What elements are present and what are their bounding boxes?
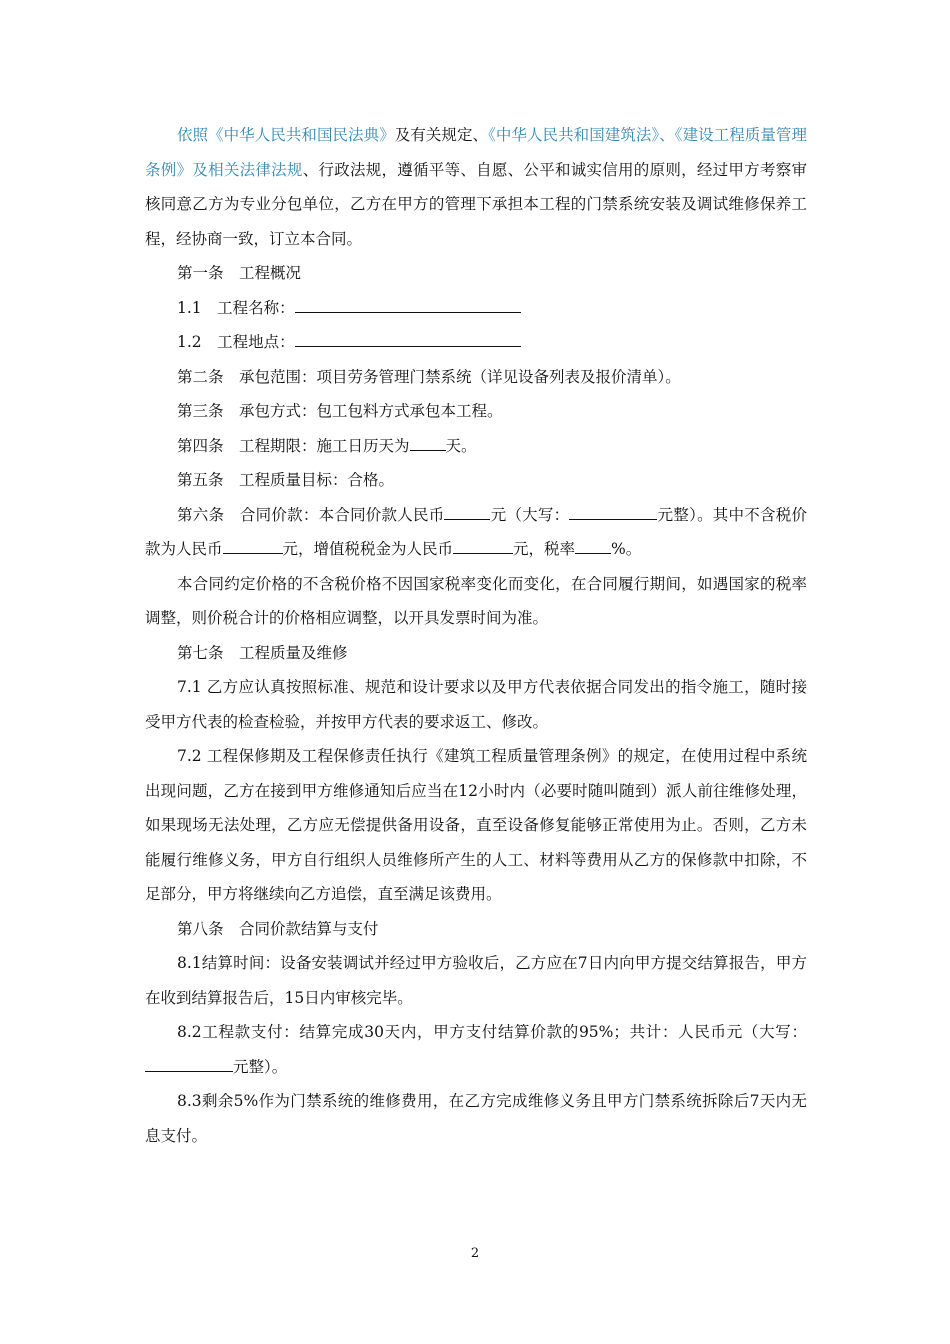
- article-6-text-5: 元，税率: [513, 540, 576, 558]
- contract-body: [145, 118, 807, 1153]
- contract-price-words-blank[interactable]: [569, 501, 657, 520]
- intro-paragraph: [145, 118, 807, 256]
- article-6-text-4: 元，增值税税金为人民币: [282, 540, 454, 558]
- intro-text-1: 及有关规定、: [394, 126, 489, 144]
- project-site-label: 1.2 工程地点：: [177, 333, 295, 351]
- article-8-title: 第八条 合同价款结算与支付: [177, 919, 379, 938]
- contract-price-blank[interactable]: [444, 501, 490, 520]
- article-6-text-3: 元整）。其中不含税价款为人民币: [145, 505, 807, 558]
- intro-text-2: 、行政法规，遵循平等、自愿、公平和诚实信用的原则，经过甲方考察审核同意乙方为专业分包单位，乙方在甲方的管理下承担本工程的门禁系统安装及调试维修保养工程，经协商一致，订立本合同。: [145, 160, 807, 248]
- article-8-2: [145, 1015, 807, 1084]
- article-3: 第三条 承包方式：包工包料方式承包本工程。: [177, 402, 503, 420]
- article-8-1: 8.1结算时间：设备安装调试并经过甲方验收后，乙方应在7日内向甲方提交结算报告，甲方在收到结算报告后，15日内审核完毕。: [145, 954, 807, 1007]
- tax-rate-blank[interactable]: [575, 535, 611, 554]
- project-site-blank[interactable]: [295, 328, 521, 347]
- article-7-title: 第七条 工程质量及维修: [177, 643, 348, 662]
- article-2: 第二条 承包范围：项目劳务管理门禁系统（详见设备列表及报价清单）。: [177, 367, 681, 386]
- article-8-2-suffix: 元整）。: [233, 1057, 288, 1076]
- article-8-3: 8.3剩余5%作为门禁系统的维修费用，在乙方完成维修义务且甲方门禁系统拆除后7天内无息支付。: [145, 1092, 807, 1145]
- article-6-note: 本合同约定价格的不含税价格不因国家税率变化而变化，在合同履行期间，如遇国家的税率调整，则价税合计的价格相应调整，以开具发票时间为准。: [145, 574, 807, 627]
- civil-code-link[interactable]: 依照《中华人民共和国民法典》: [177, 126, 395, 144]
- article-4-suffix: 天。: [445, 436, 477, 455]
- page-number: 2: [470, 1246, 480, 1261]
- article-6-suffix: %。: [611, 540, 642, 558]
- article-8-2-text: 8.2工程款支付：结算完成30天内，甲方支付结算价款的95%；共计：人民币元（大写：: [177, 1023, 807, 1041]
- project-name-line: [145, 291, 807, 326]
- article-4-text: 第四条 工程期限：施工日历天为: [177, 436, 410, 455]
- article-4: [145, 429, 807, 464]
- construction-law-link[interactable]: 《中华人民共和国建筑法》、《建设工程质量管理条例》及相关法律法规: [145, 126, 807, 179]
- article-1-title: 第一条 工程概况: [177, 264, 302, 282]
- duration-blank[interactable]: [410, 432, 446, 451]
- article-6: [145, 498, 807, 567]
- article-7-1: 7.1 乙方应认真按照标准、规范和设计要求以及甲方代表依据合同发出的指令施工，随时接受甲方代表的检查检验，并按甲方代表的要求返工、修改。: [145, 678, 807, 731]
- project-name-label: 1.1 工程名称：: [177, 298, 295, 317]
- vat-amount-blank[interactable]: [453, 535, 513, 554]
- article-7-2: 7.2 工程保修期及工程保修责任执行《建筑工程质量管理条例》的规定，在使用过程中系统出现问题，乙方在接到甲方维修通知后应当在12小时内（必要时随叫随到）派人前往维修处理，如果现场无法处理，乙方应无偿提供备用设备，直至设备修复能够正常使用为止。否则，乙方未能履行维修义务，甲方自行组织人员维修所产生的人工、材料等费用从乙方的保修款中扣除，不足部分，甲方将继续向乙方追偿，直至满足该费用。: [145, 747, 807, 903]
- article-6-text-2: 元（大写：: [490, 505, 570, 524]
- pretax-price-blank[interactable]: [223, 535, 283, 554]
- article-6-text: 第六条 合同价款：本合同价款人民币: [177, 505, 445, 524]
- project-site-line: [145, 325, 807, 360]
- article-5: 第五条 工程质量目标：合格。: [177, 471, 395, 489]
- project-name-blank[interactable]: [295, 294, 521, 313]
- payment-words-blank[interactable]: [145, 1053, 233, 1072]
